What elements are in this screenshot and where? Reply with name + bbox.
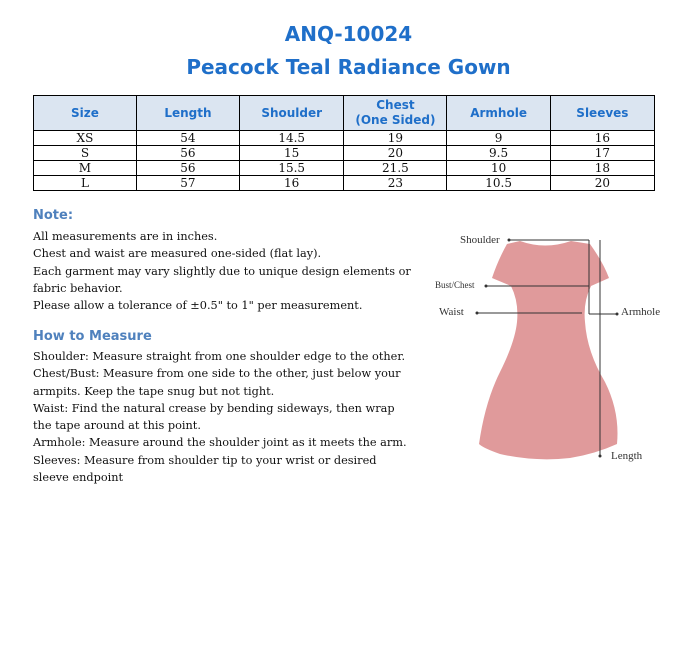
cell-chest: 19	[344, 131, 447, 146]
cell-shoulder: 15	[240, 146, 344, 161]
how-to-measure-text	[33, 348, 413, 486]
product-name: Peacock Teal Radiance Gown	[186, 55, 511, 79]
note-text	[33, 228, 413, 314]
label-waist: Waist	[439, 306, 464, 318]
cell-shoulder: 14.5	[240, 131, 344, 146]
label-shoulder: Shoulder	[460, 234, 500, 246]
column-header-armhole: Armhole	[447, 96, 550, 131]
cell-size: XS	[34, 131, 137, 146]
note-line: Please allow a tolerance of ±0.5" to 1" per measurement.	[33, 299, 363, 313]
table-header-row	[34, 96, 655, 131]
size-chart-table	[33, 95, 655, 191]
label-bust-chest: Bust/Chest	[435, 280, 475, 290]
column-header-sleeves: Sleeves	[550, 96, 654, 131]
measure-line-sleeves: Sleeves: Measure from shoulder tip to your wrist or desired sleeve endpoint	[33, 453, 377, 485]
dress-measurement-diagram	[425, 222, 670, 472]
column-header-size: Size	[34, 96, 137, 131]
cell-armhole: 10	[447, 161, 550, 176]
cell-length: 54	[136, 131, 239, 146]
note-line: Chest and waist are measured one-sided (flat lay).	[33, 247, 322, 261]
note-heading: Note:	[33, 208, 74, 223]
table-row	[34, 146, 655, 161]
note-line: All measurements are in inches.	[33, 230, 218, 243]
cell-chest: 23	[344, 176, 447, 191]
cell-sleeves: 18	[550, 161, 654, 176]
label-length: Length	[611, 450, 643, 462]
dress-shape	[479, 241, 618, 459]
cell-sleeves: 16	[550, 131, 654, 146]
chest-subtitle: (One Sided)	[355, 113, 436, 127]
cell-size: L	[34, 176, 137, 191]
measure-line-chest: Chest/Bust: Measure from one side to the other, just below your armpits. Keep the tape snug but not tight.	[33, 367, 401, 398]
cell-armhole: 10.5	[447, 176, 550, 191]
cell-length: 57	[136, 176, 239, 191]
note-line: Each garment may vary slightly due to unique design elements or fabric behavior.	[33, 264, 411, 295]
cell-sleeves: 17	[550, 146, 654, 161]
how-to-measure-heading: How to Measure	[33, 329, 152, 344]
cell-shoulder: 15.5	[240, 161, 344, 176]
cell-length: 56	[136, 161, 239, 176]
chest-label: Chest	[376, 98, 415, 112]
product-code: ANQ-10024	[284, 22, 413, 46]
cell-size: S	[34, 146, 137, 161]
table-row	[34, 131, 655, 146]
cell-armhole: 9	[447, 131, 550, 146]
measure-line-waist: Waist: Find the natural crease by bending sideways, then wrap the tape around at this point.	[33, 401, 395, 433]
label-armhole: Armhole	[621, 306, 661, 318]
measure-line-armhole: Armhole: Measure around the shoulder joint as it meets the arm.	[33, 436, 407, 450]
cell-length: 56	[136, 146, 239, 161]
cell-chest: 21.5	[344, 161, 447, 176]
column-header-length: Length	[136, 96, 239, 131]
table-row	[34, 176, 655, 191]
dress-illustration	[425, 222, 670, 472]
cell-armhole: 9.5	[447, 146, 550, 161]
cell-shoulder: 16	[240, 176, 344, 191]
cell-sleeves: 20	[550, 176, 654, 191]
column-header-chest	[344, 96, 447, 131]
cell-chest: 20	[344, 146, 447, 161]
table-row	[34, 161, 655, 176]
measure-line-shoulder: Shoulder: Measure straight from one shoulder edge to the other.	[33, 350, 406, 363]
column-header-shoulder: Shoulder	[240, 96, 344, 131]
cell-size: M	[34, 161, 137, 176]
